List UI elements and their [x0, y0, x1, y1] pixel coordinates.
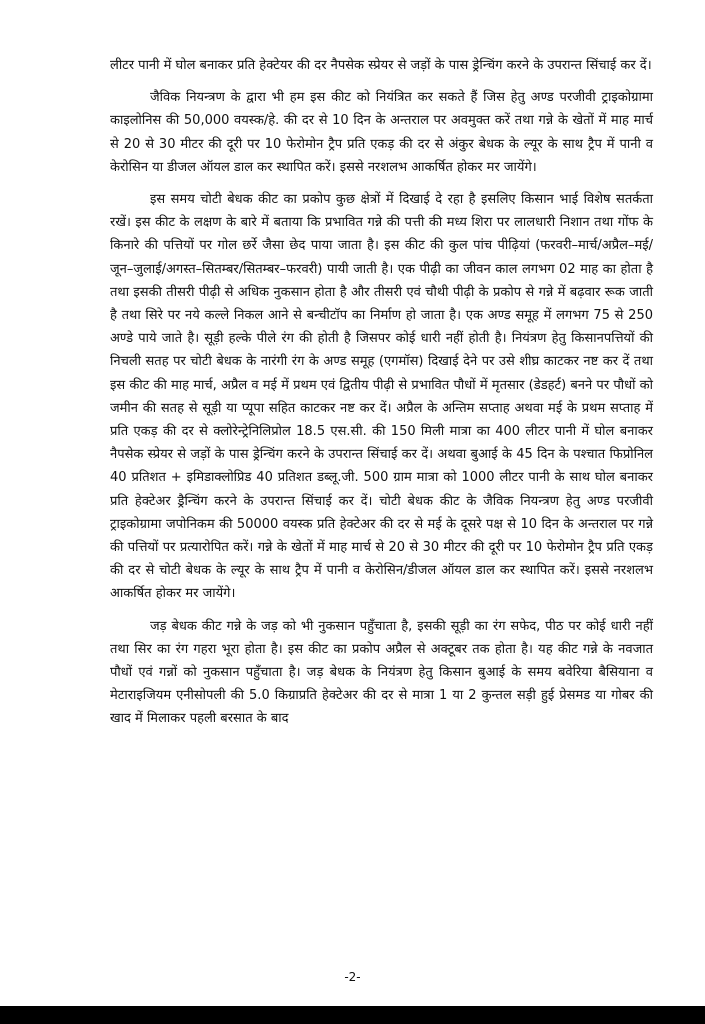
paragraph-continuation: लीटर पानी में घोल बनाकर प्रति हेक्टेयर की दर नैपसेक स्प्रेयर से जड़ों के पास ड्रेन्चिंग करने के उपरान्त सिंचाई कर दें।	[110, 58, 652, 73]
paragraph-top-borer: इस समय चोटी बेधक कीट का प्रकोप कुछ क्षेत्रों में दिखाई दे रहा है इसलिए किसान भाई विशेष सतर्कता रखें। इस कीट के लक्षण के बारे में बताया कि प्रभावित गन्ने की पत्ती की मध्य शिरा पर लालधारी निशान तथा गोंफ के किनारे की पत्तियों पर गोल छर्रे जैसा छेद पाया जाता है। इस कीट की कुल पांच पीढ़ियां (फरवरी–मार्च/अप्रैल–मई/जून–जुलाई/अगस्त–सितम्बर/सितम्बर–फरवरी) पायी जाती है। एक पीढ़ी का जीवन काल लगभग 02 माह का होता है तथा इसकी तीसरी पीढ़ी से अधिक नुकसान होता है और तीसरी एवं चौथी पीढ़ी के प्रकोप से गन्ने में बढ़वार रूक जाती है तथा सिरे पर नये कल्ले निकल आने से बन्चीटॉप का निर्माण हो जाता है। एक अण्ड समूह में लगभग 75 से 250 अण्डे पाये जाते है। सूड़ी हल्के पीले रंग की होती है जिसपर कोई धारी नहीं होती है। नियंत्रण हेतु किसानपत्तियों की निचली सतह पर चोटी बेधक के नारंगी रंग के अण्ड समूह (एगमॉस) दिखाई देने पर उसे शीघ्र काटकर नष्ट कर दें तथा इस कीट की माह मार्च, अप्रैल व मई में प्रथम एवं द्वितीय पीढ़ी से प्रभावित पौधों में मृतसार (डेडहर्ट) बनने पर पौधों को जमीन की सतह से सूड़ी या प्यूपा सहित काटकर नष्ट कर दें। अप्रैल के अन्तिम सप्ताह अथवा मई के प्रथम सप्ताह में प्रति एकड़ की दर से क्लोरेन्ट्रेनिलिप्रोल 18.5 एस.सी. की 150 मिली मात्रा का 400 लीटर पानी में घोल बनाकर नैपसेक स्प्रेयर से जड़ों के पास ड्रेन्चिंग करने के उपरान्त सिंचाई कर दें। अथवा बुआई के 45 दिन के पश्चात फिप्रोनिल 40 प्रतिशत + इमिडाक्लोप्रिड 40 प्रतिशत डब्लू.जी. 500 ग्राम मात्रा को 1000 लीटर पानी के साथ घोल बनाकर प्रति हेक्टेअर ड्रैन्चिंग करने के उपरान्त सिंचाई कर दें। चोटी बेधक कीट के जैविक नियन्त्रण हेतु अण्ड परजीवी ट्राइकोग्रामा जपोनिकम की 50000 वयस्क प्रति हेक्टेअर की दर से मई के दूसरे पक्ष से 10 दिन के अन्तराल पर गन्ने की पत्तियों पर प्रत्यारोपित करें। गन्ने के खेतों में माह मार्च से 20 से 30 मीटर की दूरी पर 10 फेरोमोन ट्रैप प्रति एकड़ की दर से चोटी बेधक के ल्यूर के साथ ट्रैप में पानी व केरोसिन/डीजल ऑयल डाल कर स्थापित करें। इससे नरशलभ आकर्षित होकर मर जायेंगे।	[110, 192, 653, 602]
bottom-black-bar	[0, 1006, 705, 1024]
paragraph-biological-control: जैविक नियन्त्रण के द्वारा भी हम इस कीट को नियंत्रित कर सकते हैं जिस हेतु अण्ड परजीवी ट्राइकोग्रामा काइलोनिस की 50,000 वयस्क/हे. की दर से 10 दिन के अन्तराल पर अवमुक्त करें तथा गन्ने के खेतों में माह मार्च से 20 से 30 मीटर की दूरी पर 10 फेरोमोन ट्रैप प्रति एकड़ की दर से अंकुर बेधक के ल्यूर के साथ ट्रैप में पानी व केरोसिन या डीजल ऑयल डाल कर स्थापित करें। इससे नरशलभ आकर्षित होकर मर जायेंगे।	[110, 90, 653, 175]
page-number: -2-	[344, 970, 361, 984]
paragraph-root-borer: जड़ बेधक कीट गन्ने के जड़ को भी नुकसान पहुँचाता है, इसकी सूड़ी का रंग सफेद, पीठ पर कोई धारी नहीं तथा सिर का रंग गहरा भूरा होता है। इस कीट का प्रकोप अप्रैल से अक्टूबर तक होता है। यह कीट गन्ने के नवजात पौधों एवं गन्नों को नुकसान पहुँचाता है। जड़ बेधक के नियंत्रण हेतु किसान बुआई के समय बवेरिया बैसियाना व मेटाराइजियम एनीसोपली की 5.0 किग्राप्रति हेक्टेअर की दर से मात्रा 1 या 2 कुन्तल सड़ी हुई प्रेसमड या गोबर की खाद में मिलाकर पहली बरसात के बाद	[110, 618, 653, 727]
document-body	[110, 54, 653, 740]
